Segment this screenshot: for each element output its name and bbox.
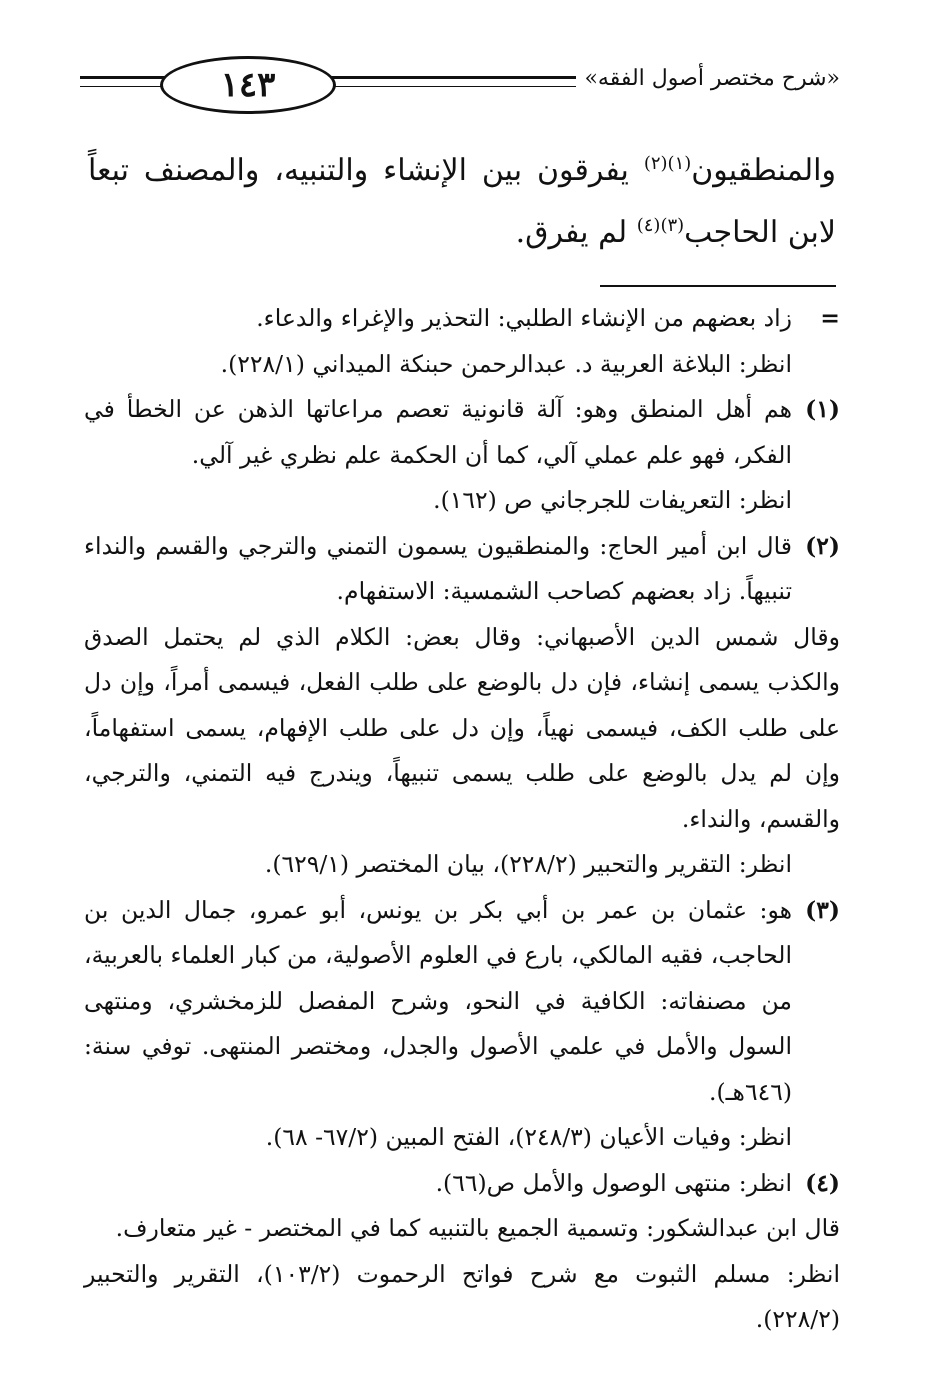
footnote-4-text: انظر: منتهى الوصول والأمل ص(٦٦). [435,1168,792,1197]
footnote-continued-source: انظر: البلاغة العربية د. عبدالرحمن حبنكة الميداني (٢٢٨/١). [220,349,792,378]
footnote-ref-1-2: (١)(٢) [643,153,692,174]
footnote-separator [600,285,836,287]
footnote-4 [84,1161,840,1207]
main-line2-post: لم يفرق. [515,215,637,250]
running-title: «شرح مختصر أصول الفقه» [576,66,840,91]
main-line2-pre: الحاجب [684,215,779,250]
page-header [80,52,840,116]
footnote-4-source: انظر: مسلم الثبوت مع شرح فواتح الرحموت (١٠٣/٢)، التقرير والتحبير (٢٢٨/٢). [84,1259,840,1333]
footnote-continued-text: زاد بعضهم من الإنشاء الطلبي: التحذير والإغراء والدعاء. [256,304,792,332]
footnote-4-number: (٤) [805,1168,840,1197]
main-paragraph [88,140,836,264]
main-line1-pre: والمنطقيون [691,153,836,188]
footnote-3-text: هو: عثمان بن عمر بن أبي بكر بن يونس، أبو عمرو، جمال الدين بن الحاجب، فقيه المالكي، بارع في العلوم الأصولية، من كبار العلماء بالعربية، من مصنفاته: الكافية في النحو، وشرح المفصل للزمخشري، ومنتهى السول والأمل في علمي الأصول والجدل، ومختصر المنتهى. توفي سنة: (٦٤٦هـ). [84,895,792,1106]
footnote-1 [84,387,840,524]
footnote-1-source: انظر: التعريفات للجرجاني ص (١٦٢). [433,486,792,514]
footnote-3-number: (٣) [805,895,840,924]
footnote-3-source: انظر: وفيات الأعيان (٢٤٨/٣)، الفتح المبين (٦٧/٢- ٦٨). [265,1123,792,1151]
footnote-1-text: هم أهل المنطق وهو: آلة قانونية تعصم مراعاتها الذهن عن الخطأ في الفكر، فهو علم عملي آلي، كما أن الحكمة علم نظري غير آلي. [84,395,792,469]
page-number [160,56,336,114]
continuation-marker: = [820,304,840,332]
footnote-continued [84,296,840,387]
footnote-2-text-continued: وقال شمس الدين الأصبهاني: وقال بعض: الكلام الذي لم يحتمل الصدق والكذب يسمى إنشاء، فإن دل بالوضع على طلب الفعل، فيسمى أمراً، وإن دل على طلب الكف، فيسمى نهياً، وإن دل على طلب الإفهام، يسمى استفهاماً، وإن لم يدل بالوضع على طلب يسمى تنبيهاً، ويندرج فيه التمني، والترجي، والقسم، والنداء. [84,622,840,833]
footnote-ref-3-4: (٣)(٤) [636,215,685,236]
main-line1-post: يفرقون بين الإنشاء والتنبيه، والمصنف تبعاً لابن [88,153,836,250]
footnotes [84,296,840,1343]
footnote-2-text: قال ابن أمير الحاج: والمنطقيون يسمون التمني والترجي والقسم والنداء تنبيهاً. زاد بعضهم كصاحب الشمسية: الاستفهام. [84,531,792,605]
main-text [88,140,836,264]
footnote-4-quote: قال ابن عبدالشكور: وتسمية الجميع بالتنبيه كما في المختصر - غير متعارف. [115,1214,840,1242]
page-number-text: ١٤٣ [220,65,276,105]
header-rule-left-thin [80,86,170,87]
footnote-3 [84,888,840,1161]
footnote-1-number: (١) [805,395,840,423]
footnote-2-number: (٢) [805,531,840,560]
footnote-2-source: انظر: التقرير والتحبير (٢٢٨/٢)، بيان المختصر (٦٢٩/١). [264,850,792,878]
footnote-2 [84,524,840,615]
header-rule-left [80,76,170,79]
